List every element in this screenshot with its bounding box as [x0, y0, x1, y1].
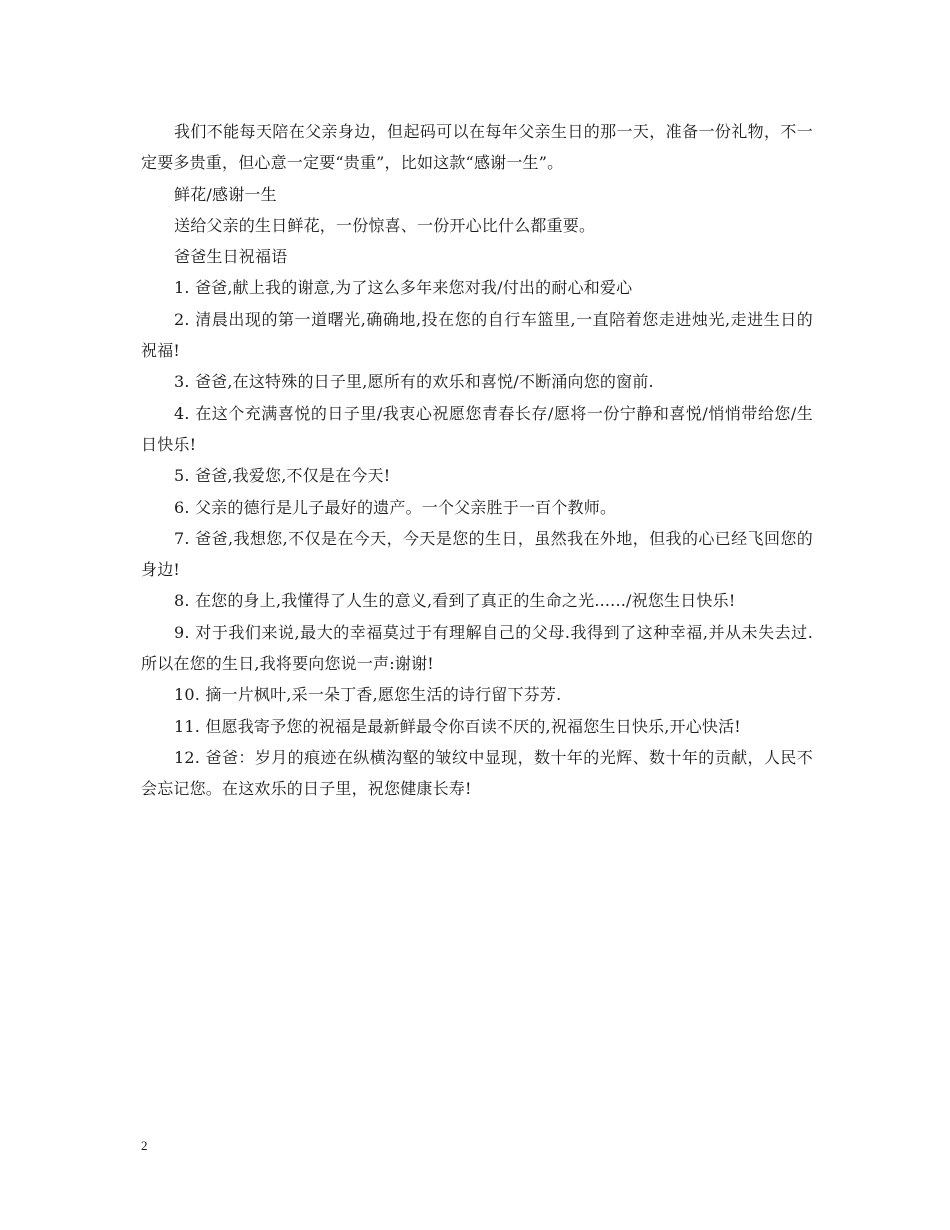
paragraph-intro: 我们不能每天陪在父亲身边，但起码可以在每年父亲生日的那一天，准备一份礼物，不一定要多贵重，但心意一定要“贵重”，比如这款“感谢一生”。 — [141, 122, 813, 173]
list-item: 4. 在这个充满喜悦的日子里/我衷心祝愿您青春长存/愿将一份宁静和喜悦/悄悄带给您/生日快乐! — [141, 403, 813, 454]
list-item: 9. 对于我们来说,最大的幸福莫过于有理解自己的父母.我得到了这种幸福,并从未失去过.所以在您的生日,我将要向您说一声:谢谢! — [141, 622, 813, 674]
paragraph-flower-desc: 送给父亲的生日鲜花，一份惊喜、一份开心比什么都重要。 — [174, 215, 596, 235]
list-item: 3. 爸爸,在这特殊的日子里,愿所有的欢乐和喜悦/不断涌向您的窗前. — [174, 372, 654, 392]
list-item: 10. 摘一片枫叶,采一朵丁香,愿您生活的诗行留下芬芳. — [174, 685, 562, 705]
page-number: 2 — [141, 1138, 148, 1153]
list-item: 11. 但愿我寄予您的祝福是最新鲜最令你百读不厌的,祝福您生日快乐,开心快活! — [174, 716, 741, 736]
list-item: 6. 父亲的德行是儿子最好的遗产。一个父亲胜于一百个教师。 — [174, 497, 617, 517]
list-item: 1. 爸爸,献上我的谢意,为了这么多年来您对我/付出的耐心和爱心 — [174, 278, 633, 298]
section-heading: 爸爸生日祝福语 — [174, 247, 288, 267]
list-item: 5. 爸爸,我爱您,不仅是在今天! — [174, 466, 391, 486]
list-item: 12. 爸爸：岁月的痕迹在纵横沟壑的皱纹中显现，数十年的光辉、数十年的贡献，人民不会忘记您。在这欢乐的日子里，祝您健康长寿! — [141, 747, 813, 799]
list-item: 2. 清晨出现的第一道曙光,确确地,投在您的自行车篮里,一直陪着您走进烛光,走进生日的祝福! — [141, 309, 813, 361]
paragraph-flower-title: 鲜花/感谢一生 — [174, 184, 277, 204]
list-item: 8. 在您的身上,我懂得了人生的意义,看到了真正的生命之光....../祝您生日快乐! — [174, 591, 736, 611]
document-body — [141, 116, 813, 805]
list-item: 7. 爸爸,我想您,不仅是在今天，今天是您的生日，虽然我在外地，但我的心已经飞回您的身边! — [141, 528, 813, 580]
